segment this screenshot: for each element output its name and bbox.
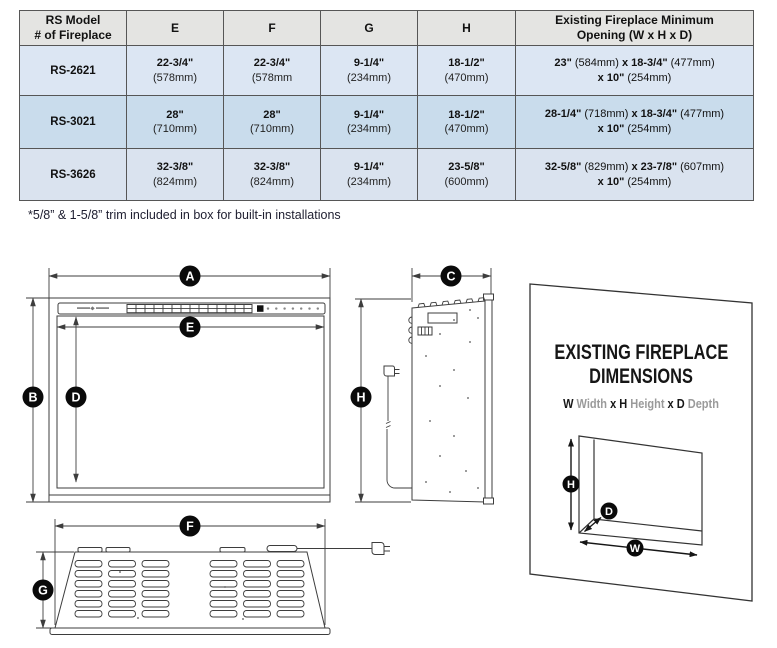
opening-cell: 28-1/4" (718mm) x 18-3/4" (477mm) x 10" (254mm): [516, 96, 754, 149]
dim-label-a: [180, 266, 201, 287]
cord-break-marks: [386, 422, 391, 428]
cord-bracket: [267, 546, 297, 552]
model-cell: RS-3626: [20, 149, 127, 201]
dim-g-cell: 9-1/4" (234mm): [321, 149, 418, 201]
table-row: [20, 149, 754, 201]
dim-label-b: [23, 387, 44, 408]
header-f: F: [224, 11, 321, 46]
side-front-flange: [485, 296, 492, 502]
dim-label-d: [66, 387, 87, 408]
dim-e-cell: 32-3/8" (824mm): [127, 149, 224, 201]
svg-text:H: H: [356, 390, 366, 405]
svg-text:C: C: [446, 269, 456, 284]
svg-text:B: B: [28, 390, 38, 405]
dim-label-e: [180, 317, 201, 338]
plug-body: [372, 543, 384, 555]
header-e: E: [127, 11, 224, 46]
dim-label-g: [33, 580, 54, 601]
svg-text:H: H: [567, 479, 575, 491]
dim-f-cell: 22-3/4" (578mm: [224, 46, 321, 96]
model-cell: RS-2621: [20, 46, 127, 96]
wall-panel-drawing: [525, 278, 777, 608]
dim-h-cell: 18-1/2" (470mm): [418, 96, 516, 149]
svg-text:F: F: [186, 519, 194, 534]
bottom-view-drawing: [20, 512, 420, 648]
dim-label-c: [441, 266, 462, 287]
dim-g-cell: 9-1/4" (234mm): [321, 96, 418, 149]
dim-label-f: [180, 516, 201, 537]
svg-text:E: E: [185, 320, 195, 335]
svg-text:W: W: [629, 543, 641, 555]
svg-text:A: A: [185, 269, 195, 284]
svg-text:D: D: [71, 390, 81, 405]
header-h: H: [418, 11, 516, 46]
header-g: G: [321, 11, 418, 46]
plug-body: [384, 366, 395, 376]
power-cord-side: [384, 366, 412, 488]
dim-f-cell: 32-3/8" (824mm): [224, 149, 321, 201]
top-mount-tabs: [78, 548, 245, 553]
wall-panel-title: EXISTING FIREPLACE DIMENSIONS: [554, 341, 729, 388]
dim-e-cell: 22-3/4" (578mm): [127, 46, 224, 96]
power-button: [257, 305, 264, 312]
svg-text:D: D: [605, 506, 613, 518]
header-model: RS Model # of Fireplace: [20, 11, 127, 46]
model-cell: RS-3021: [20, 96, 127, 149]
side-flange-cap-top: [484, 294, 494, 300]
plug-prongs: [395, 370, 400, 374]
dim-g-cell: 9-1/4" (234mm): [321, 46, 418, 96]
plug-prongs: [384, 547, 390, 552]
dim-e-cell: 28" (710mm): [127, 96, 224, 149]
header-opening: Existing Fireplace Minimum Opening (W x H x D): [516, 11, 754, 46]
table-row: [20, 96, 754, 149]
dim-label-h: [351, 387, 372, 408]
dim-f-cell: 28" (710mm): [224, 96, 321, 149]
base-plate: [50, 628, 330, 635]
side-back-panel: [412, 301, 485, 502]
table-row: [20, 46, 754, 96]
trim-footnote: *5/8” & 1-5/8” trim included in box for built-in installations: [28, 208, 341, 222]
wall-panel-subtitle: W Width x H Height x D Depth: [563, 397, 719, 411]
front-view-drawing: [20, 258, 350, 510]
dim-label-h-wall: [563, 476, 580, 493]
spec-table: [19, 10, 754, 201]
svg-text:G: G: [38, 583, 48, 598]
opening-cell: 32-5/8" (829mm) x 23-7/8" (607mm) x 10" (254mm): [516, 149, 754, 201]
opening-cell: 23" (584mm) x 18-3/4" (477mm) x 10" (254mm): [516, 46, 754, 96]
dim-h-cell: 23-5/8" (600mm): [418, 149, 516, 201]
side-flange-cap-bottom: [484, 498, 494, 504]
dim-label-d-wall: [601, 503, 618, 520]
side-view-drawing: [350, 258, 515, 510]
dim-h-cell: 18-1/2" (470mm): [418, 46, 516, 96]
dim-label-w-wall: [627, 540, 644, 557]
